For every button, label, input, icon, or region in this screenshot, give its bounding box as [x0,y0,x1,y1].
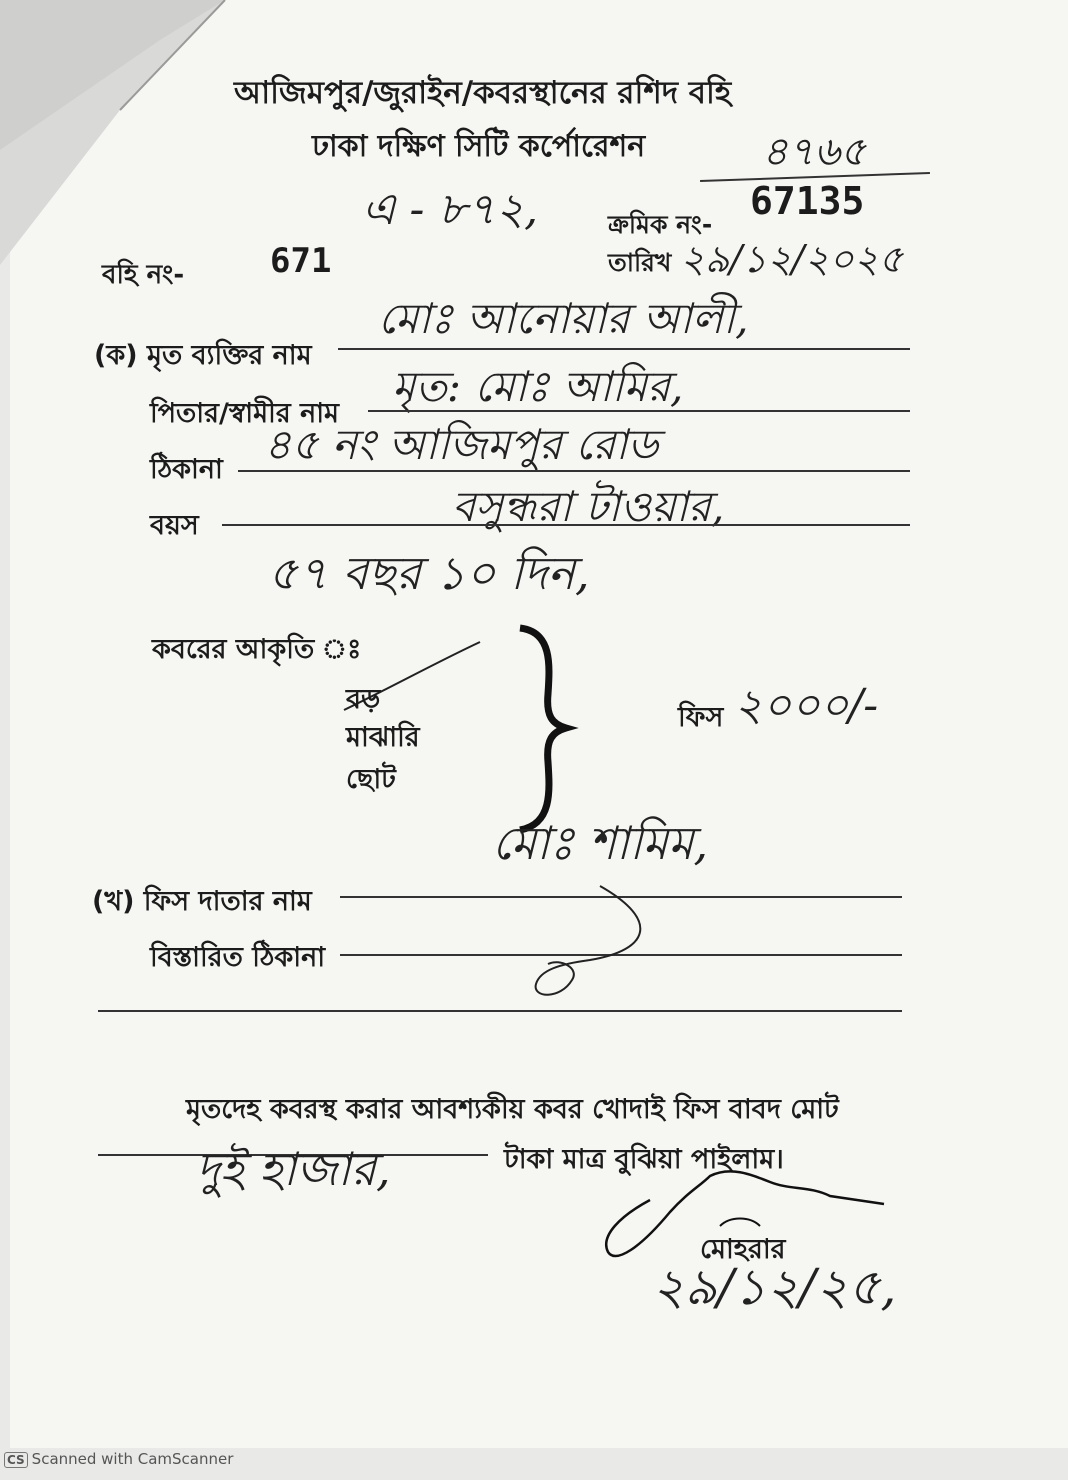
payer-address-label: বিস্তারিত ঠিকানা [150,942,326,973]
address-rule [238,470,910,472]
book-label: বহি নং- [102,260,185,290]
signed-date: ২৯/১২/২৫, [652,1258,897,1316]
camscanner-badge: CS [4,1452,28,1468]
grave-size-small: ছোট [346,764,396,795]
fee-value: ২০০০/- [734,680,879,731]
deceased-name-rule [338,348,910,350]
code-handwritten: এ - ৮৭২, [362,184,539,235]
deceased-name-value: মোঃ আনোয়ার আলী, [378,294,749,343]
serial-label: ক্রমিক নং- [608,210,713,239]
address-value-line1: ৪৫ নং আজিমপুর রোড [264,420,659,469]
grave-size-label: কবরের আকৃতি ঃ [152,634,362,665]
father-name-label: পিতার/স্বামীর নাম [150,398,340,429]
payer-name-label: (খ) ফিস দাতার নাম [92,886,312,917]
book-number: 671 [270,241,332,281]
top-right-handwritten-number: ৪৭৬৫ [762,129,866,175]
father-name-value: মৃত: মোঃ আমির, [392,362,684,411]
grave-size-medium: মাঝারি [346,722,420,753]
folded-corner [0,0,240,270]
signer-label: মোহরার [700,1234,786,1265]
payer-name-handwritten: মোঃ শামিম, [492,816,709,870]
date-label: তারিখ [608,248,672,277]
fee-label: ফিস [678,702,724,733]
scanner-text: Scanned with CamScanner [31,1450,234,1468]
age-value: ৫৭ বছর ১০ দিন, [268,546,590,600]
serial-number: 67135 [750,179,865,223]
amount-in-words: দুই হাজার, [196,1142,391,1196]
curly-brace [512,624,572,834]
address-label: ঠিকানা [150,454,223,485]
receipt-statement-line2: টাকা মাত্র বুঝিয়া পাইলাম। [504,1144,784,1175]
handwritten-flourish [520,880,660,1010]
date-handwritten: ২৯/১২/২০২৫ [680,237,904,281]
age-label: বয়স [150,510,199,541]
father-name-rule [368,410,910,412]
payer-address-rule-2 [98,1010,902,1012]
receipt-title: আজিমপুর/জুরাইন/কবরস্থানের রশিদ বহি [234,75,732,111]
address-value-line2: বসুন্ধরা টাওয়ার, [452,482,725,531]
receipt-statement-line1: মৃতদেহ কবরস্থ করার আবশ্যকীয় কবর খোদাই ফিস বাবদ মোট [186,1094,839,1125]
age-rule [222,524,910,526]
corporation-name: ঢাকা দক্ষিণ সিটি কর্পোরেশন [312,129,646,164]
grave-size-large: বড় [346,684,381,715]
deceased-name-label: (ক) মৃত ব্যক্তির নাম [94,340,312,371]
scanner-watermark [4,1450,233,1468]
